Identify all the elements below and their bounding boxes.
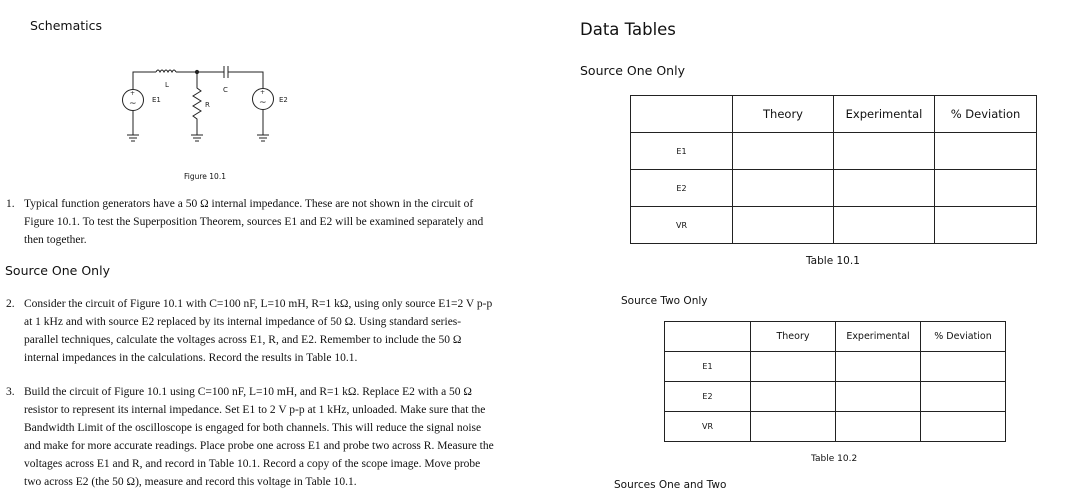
table-caption-10-2: Table 10.2 bbox=[811, 454, 858, 464]
data-table-10-1 bbox=[630, 95, 1037, 244]
subheading-sources-one-and-two: Sources One and Two bbox=[614, 479, 727, 491]
table-row bbox=[665, 382, 1006, 412]
label-l: L bbox=[165, 81, 169, 89]
wire-top-left bbox=[133, 72, 156, 89]
page-title-data-tables: Data Tables bbox=[580, 20, 676, 39]
step-line: Build the circuit of Figure 10.1 using C=100 nF, L=10 mH, and R=1 kΩ. Replace E2 with a 50 Ω bbox=[24, 386, 472, 398]
label-r: R bbox=[205, 101, 210, 109]
table-header-cell: Experimental bbox=[834, 96, 935, 133]
table-header-cell: Theory bbox=[733, 96, 834, 133]
step-line: resistor to represent its internal impedance. Set E1 to 2 V p-p at 1 kHz, unloaded. Make sure that the bbox=[24, 404, 486, 416]
step-1 bbox=[6, 195, 536, 249]
step-line: internal impedances in the calculations. Record the results in Table 10.1. bbox=[24, 352, 358, 364]
table-cell[interactable] bbox=[935, 170, 1037, 207]
row-label: E2 bbox=[631, 170, 733, 207]
step-line: Consider the circuit of Figure 10.1 with C=100 nF, L=10 mH, R=1 kΩ, using only source E1=2 V p-p bbox=[24, 298, 493, 310]
ground-symbol-1 bbox=[127, 135, 139, 141]
subheading-table2: Source Two Only bbox=[621, 295, 708, 307]
ground-symbol-3 bbox=[257, 135, 269, 141]
table-cell[interactable] bbox=[836, 352, 921, 382]
row-label: E2 bbox=[665, 382, 751, 412]
row-label: VR bbox=[631, 207, 733, 244]
wire-top-right bbox=[228, 72, 263, 88]
table-cell[interactable] bbox=[733, 170, 834, 207]
label-e1: E1 bbox=[152, 96, 161, 104]
table-header-cell: % Deviation bbox=[921, 322, 1006, 352]
row-label: E1 bbox=[665, 352, 751, 382]
table-row bbox=[631, 133, 1037, 170]
section-title-schematics: Schematics bbox=[30, 18, 103, 33]
table-cell[interactable] bbox=[834, 133, 935, 170]
step-3 bbox=[6, 383, 536, 491]
table-cell[interactable] bbox=[733, 207, 834, 244]
table-cell[interactable] bbox=[834, 170, 935, 207]
label-e2-tilde: ~ bbox=[259, 98, 267, 108]
label-e2: E2 bbox=[279, 96, 288, 104]
table-cell[interactable] bbox=[921, 382, 1006, 412]
table-cell[interactable] bbox=[935, 133, 1037, 170]
table-row bbox=[631, 207, 1037, 244]
label-e1-tilde: ~ bbox=[129, 99, 137, 109]
table-caption-10-1: Table 10.1 bbox=[806, 255, 860, 267]
table-cell[interactable] bbox=[836, 412, 921, 442]
step-line: parallel techniques, calculate the voltages across E1, R, and E2. Remember to include the 50 Ω bbox=[24, 334, 462, 346]
table-cell[interactable] bbox=[921, 352, 1006, 382]
table-header-cell: Experimental bbox=[836, 322, 921, 352]
step-line: Bandwidth Limit of the oscilloscope is engaged for both channels. This will reduce the signal noise bbox=[24, 422, 482, 434]
table-header-cell bbox=[631, 96, 733, 133]
table-row bbox=[665, 352, 1006, 382]
step-number: 1. bbox=[6, 198, 15, 210]
label-e2-plus: + bbox=[260, 89, 266, 96]
label-e1-plus: + bbox=[130, 90, 136, 97]
inductor-symbol bbox=[156, 70, 176, 72]
table-cell[interactable] bbox=[733, 133, 834, 170]
table-header-cell bbox=[665, 322, 751, 352]
table-header-row bbox=[665, 322, 1006, 352]
step-number: 3. bbox=[6, 386, 15, 398]
figure-caption: Figure 10.1 bbox=[184, 172, 226, 181]
table-cell[interactable] bbox=[751, 412, 836, 442]
table-cell[interactable] bbox=[935, 207, 1037, 244]
table-cell[interactable] bbox=[751, 352, 836, 382]
subheading-source-one: Source One Only bbox=[5, 263, 110, 278]
table-header-row bbox=[631, 96, 1037, 133]
subheading-table1: Source One Only bbox=[580, 63, 685, 78]
table-cell[interactable] bbox=[751, 382, 836, 412]
step-line: and make for more accurate readings. Place probe one across E1 and probe two across R. Measure the bbox=[24, 440, 494, 452]
table-header-cell: % Deviation bbox=[935, 96, 1037, 133]
row-label: VR bbox=[665, 412, 751, 442]
data-table-10-2 bbox=[664, 321, 1006, 442]
step-line: then together. bbox=[24, 234, 87, 246]
step-line: voltages across E1 and R, and record in Table 10.1. Record a copy of the scope image. Move probe bbox=[24, 458, 481, 470]
table-row bbox=[631, 170, 1037, 207]
capacitor-symbol bbox=[224, 66, 228, 78]
table-row bbox=[665, 412, 1006, 442]
table-cell[interactable] bbox=[921, 412, 1006, 442]
step-number: 2. bbox=[6, 298, 15, 310]
circuit-schematic bbox=[110, 58, 290, 158]
table-cell[interactable] bbox=[836, 382, 921, 412]
step-line: two across E2 (the 50 Ω), measure and record this voltage in Table 10.1. bbox=[24, 476, 357, 488]
step-line: at 1 kHz and with source E2 replaced by its internal impedance of 50 Ω. Using standard series- bbox=[24, 316, 462, 328]
resistor-symbol bbox=[193, 72, 201, 135]
table-cell[interactable] bbox=[834, 207, 935, 244]
step-line: Figure 10.1. To test the Superposition Theorem, sources E1 and E2 will be examined separately and bbox=[24, 216, 484, 228]
ground-symbol-2 bbox=[191, 135, 203, 141]
step-line: Typical function generators have a 50 Ω internal impedance. These are not shown in the circuit of bbox=[24, 198, 474, 210]
step-2 bbox=[6, 295, 536, 367]
table-header-cell: Theory bbox=[751, 322, 836, 352]
row-label: E1 bbox=[631, 133, 733, 170]
label-c: C bbox=[223, 86, 228, 94]
